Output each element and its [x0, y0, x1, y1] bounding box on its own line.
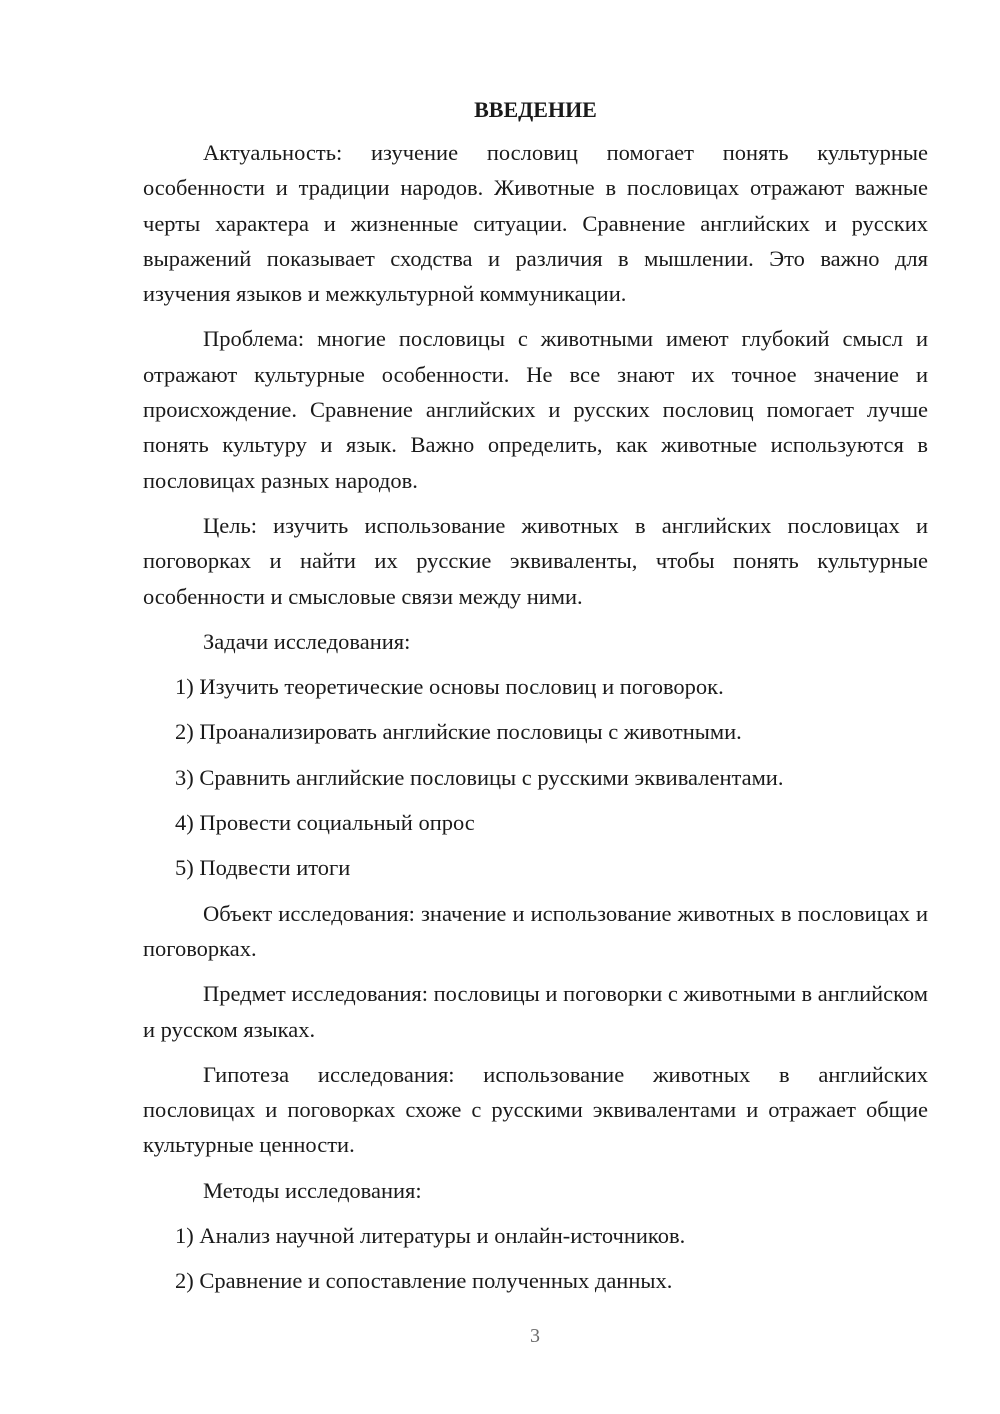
task-item: 2) Проанализировать английские пословицы с животными. [175, 719, 742, 745]
task-item: 1) Изучить теоретические основы пословиц и поговорок. [175, 674, 724, 700]
document-page [143, 95, 928, 1309]
task-item: 3) Сравнить английские пословицы с русскими эквивалентами. [175, 764, 784, 790]
page-title: ВВЕДЕНИЕ [474, 97, 597, 122]
tasks-heading: Задачи исследования: [203, 628, 411, 654]
relevance-paragraph: Актуальность: изучение пословиц помогает понять культурные особенности и традиции народов. Животные в пословицах отражают важные черты характера и жизненные ситуации. Сравнение английских и русских выражений показывает сходства и различия в мышлении. Это важно для изучения языков и межкультурной коммуникации. [143, 140, 928, 307]
goal-paragraph: Цель: изучить использование животных в английских пословицах и поговорках и найти их русские эквиваленты, чтобы понять культурные особенности и смысловые связи между ними. [143, 512, 928, 609]
task-item: 5) Подвести итоги [175, 855, 351, 881]
problem-paragraph: Проблема: многие пословицы с животными имеют глубокий смысл и отражают культурные особенности. Не все знают их точное значение и происхождение. Сравнение английских и русских пословиц помогает лучше понять культуру и язык. Важно определить, как животные используются в пословицах разных народов. [143, 326, 928, 493]
page-number: 3 [530, 1325, 540, 1347]
method-item: 1) Анализ научной литературы и онлайн-источников. [175, 1223, 686, 1249]
hypothesis-paragraph: Гипотеза исследования: использование животных в английских пословицах и поговорках схоже с русскими эквивалентами и отражает общие культурные ценности. [143, 1061, 928, 1158]
methods-heading: Методы исследования: [203, 1177, 422, 1203]
method-item: 2) Сравнение и сопоставление полученных данных. [175, 1268, 673, 1294]
object-paragraph: Объект исследования: значение и использование животных в пословицах и поговорках. [143, 900, 928, 961]
subject-paragraph: Предмет исследования: пословицы и поговорки с животными в английском и русском языках. [143, 981, 928, 1042]
task-item: 4) Провести социальный опрос [175, 810, 475, 836]
